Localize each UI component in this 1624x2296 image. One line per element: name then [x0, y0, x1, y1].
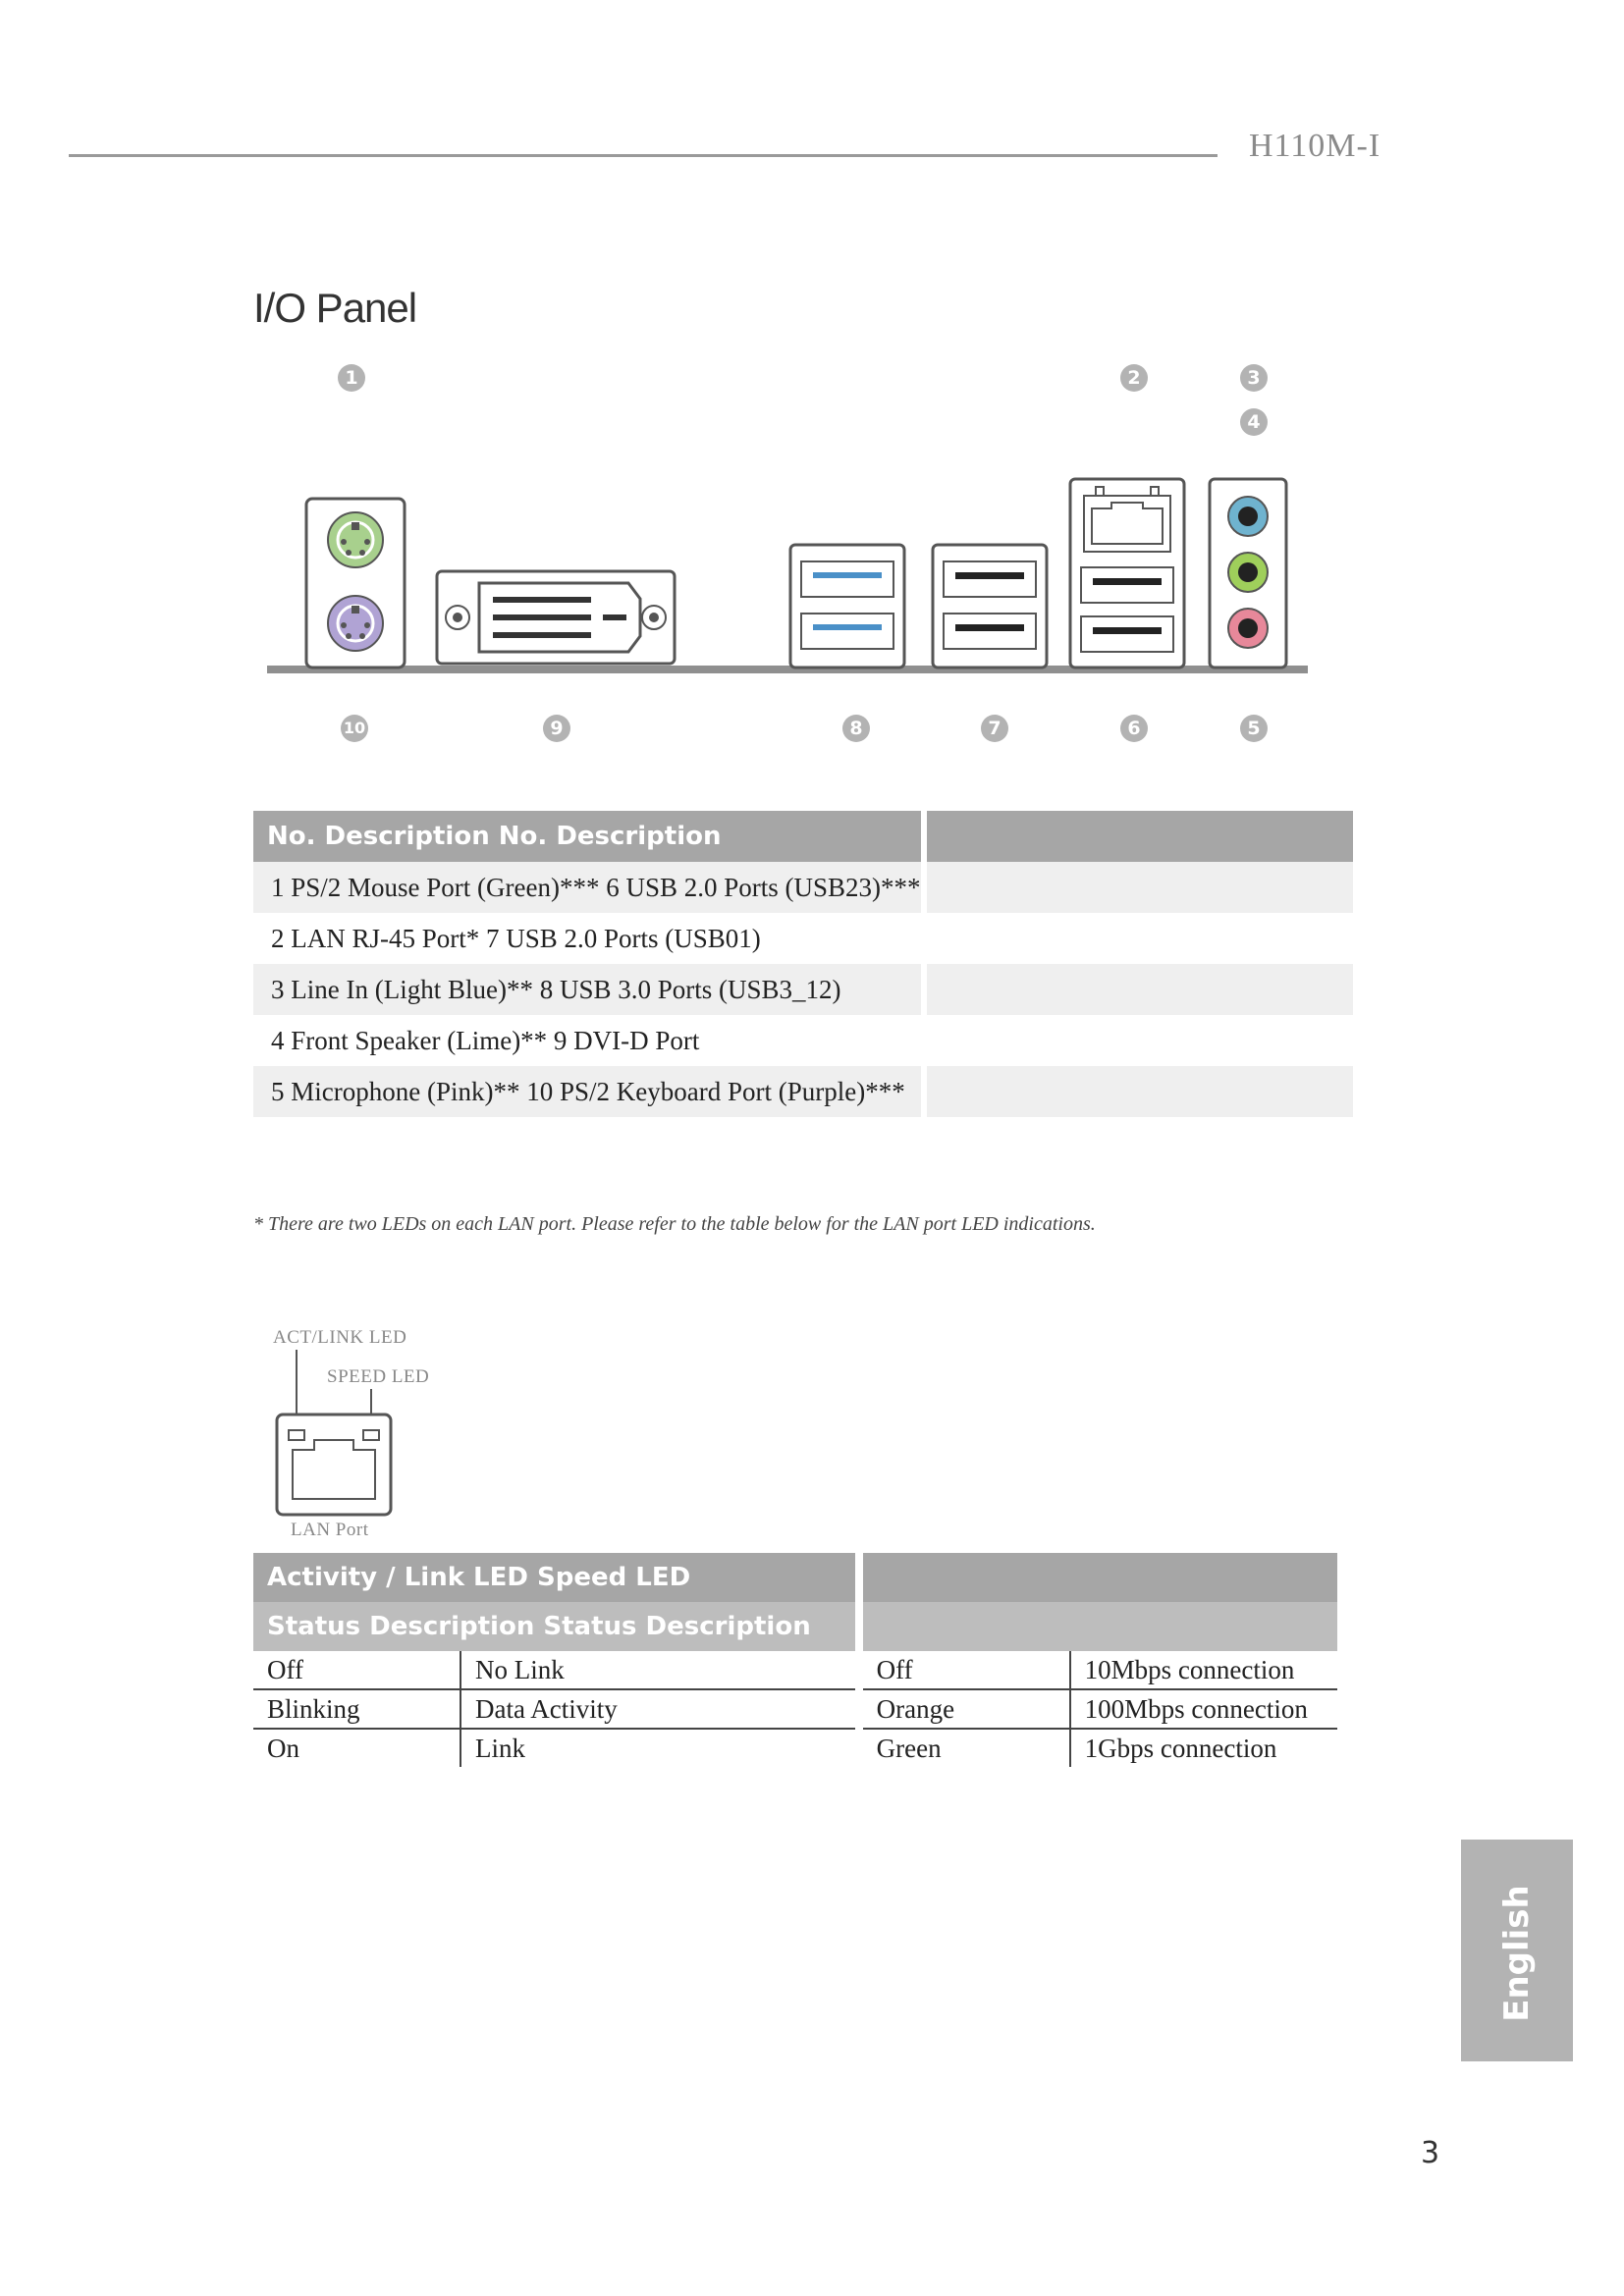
- usb2-ports: [933, 545, 1047, 667]
- led-cell: 10Mbps connection: [1070, 1651, 1337, 1689]
- callout-6: 6: [1120, 715, 1148, 742]
- act-link-led-label: ACT/LINK LED: [273, 1327, 407, 1348]
- io-table-row: 2 LAN RJ-45 Port* 7 USB 2.0 Ports (USB01): [271, 923, 761, 953]
- led-cell: 1Gbps connection: [1084, 1733, 1277, 1763]
- ps2-keyboard-port: [328, 596, 383, 651]
- io-table-row: 3 Line In (Light Blue)** 8 USB 3.0 Ports (USB3_12): [253, 964, 924, 1015]
- callout-7: 7: [981, 715, 1008, 742]
- led-cell: Link: [475, 1733, 525, 1763]
- lan-footnote: * There are two LEDs on each LAN port. Please refer to the table below for the LAN port LED indications.: [253, 1213, 1096, 1235]
- led-table-header: Activity / Link LED Speed LED: [253, 1553, 859, 1602]
- callout-5: 5: [1240, 715, 1268, 742]
- ps2-ports: [306, 499, 405, 667]
- callout-4: 4: [1240, 408, 1268, 436]
- lan-usb-ports: [1070, 479, 1184, 667]
- io-description-table: [253, 811, 1353, 1117]
- callout-8: 8: [842, 715, 870, 742]
- led-cell: Green: [859, 1729, 1070, 1767]
- header-model: H110M-I: [1249, 128, 1381, 164]
- lan-port-diagram: [265, 1320, 403, 1517]
- callout-9: 9: [543, 715, 570, 742]
- led-cell: Blinking: [253, 1689, 460, 1729]
- led-cell: Orange: [859, 1689, 1070, 1729]
- led-status-table: [253, 1553, 1337, 1767]
- usb3-ports: [790, 545, 904, 667]
- dvi-port: [437, 571, 675, 664]
- io-table-header: No. Description No. Description: [253, 811, 924, 862]
- callout-2: 2: [1120, 364, 1148, 392]
- led-table-subheader: Status Description Status Description: [253, 1602, 859, 1651]
- led-cell: 100Mbps connection: [1070, 1689, 1337, 1729]
- io-table-row: 4 Front Speaker (Lime)** 9 DVI-D Port: [271, 1025, 700, 1055]
- callout-1: 1: [338, 364, 365, 392]
- table-row: [253, 1651, 1337, 1689]
- table-row: [253, 1729, 1337, 1767]
- callout-3: 3: [1240, 364, 1268, 392]
- header-rule: [69, 154, 1218, 157]
- lan-port-label: LAN Port: [291, 1520, 369, 1540]
- audio-jacks: [1210, 479, 1286, 667]
- led-cell: On: [253, 1729, 460, 1767]
- io-panel-diagram: [255, 461, 1335, 687]
- led-cell: Data Activity: [460, 1689, 859, 1729]
- ps2-mouse-port: [328, 512, 383, 567]
- language-tab-label: English: [1497, 1885, 1537, 2022]
- table-row: [253, 1689, 1337, 1729]
- callout-10: 10: [341, 715, 368, 742]
- led-cell: Off: [859, 1651, 1070, 1689]
- page-number: 3: [1421, 2136, 1440, 2170]
- led-cell: Off: [253, 1651, 460, 1689]
- section-title: I/O Panel: [253, 285, 417, 331]
- io-table-row: 1 PS/2 Mouse Port (Green)*** 6 USB 2.0 Ports (USB23)***: [253, 862, 924, 913]
- io-table-row: 5 Microphone (Pink)** 10 PS/2 Keyboard Port (Purple)***: [253, 1066, 924, 1117]
- led-cell: No Link: [460, 1651, 859, 1689]
- io-table-header-empty: [924, 811, 1353, 862]
- speed-led-label: SPEED LED: [327, 1366, 430, 1387]
